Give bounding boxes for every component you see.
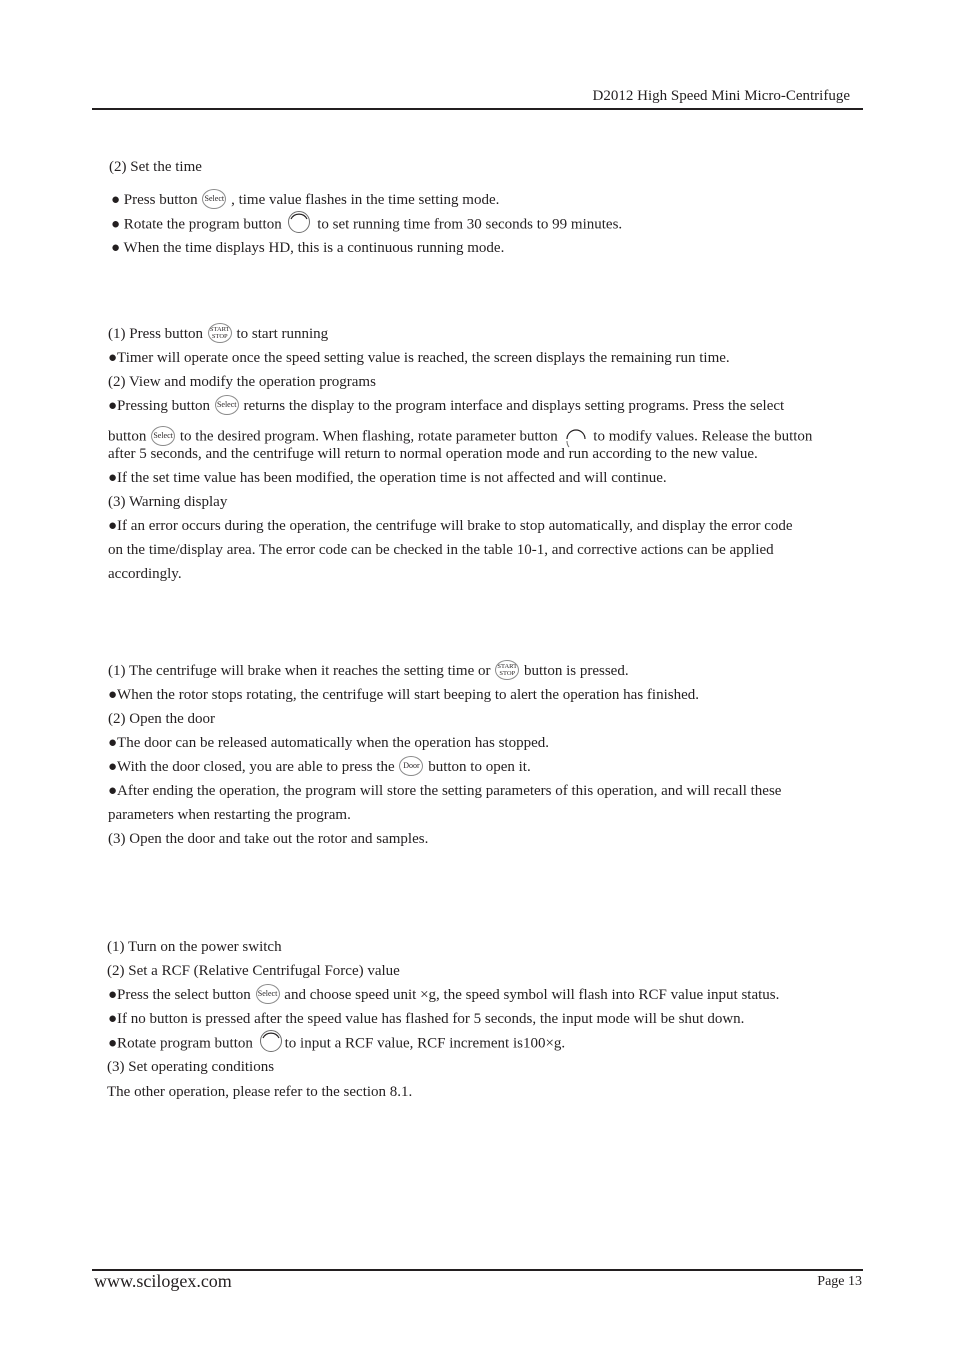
select-button-icon: Select (202, 189, 226, 209)
view-modify-heading: (2) View and modify the operation programs (108, 374, 376, 390)
input-mode-shutdown-bullet: ●If no button is pressed after the speed value has flashed for 5 seconds, the input mode will be shut down. (108, 1011, 745, 1027)
other-operation-line: The other operation, please refer to the section 8.1. (107, 1084, 413, 1100)
store-params-line-2: parameters when restarting the program. (108, 807, 351, 823)
release-button-line: after 5 seconds, and the centrifuge will return to normal operation mode and run according to the new value. (108, 446, 758, 462)
footer-website: www.scilogex.com (94, 1271, 232, 1291)
door-release-bullet: ●The door can be released automatically when the operation has stopped. (108, 735, 549, 751)
rotor-stops-bullet: ●When the rotor stops rotating, the centrifuge will start beeping to alert the operation has finished. (108, 687, 699, 703)
set-time-bullet-2: ● Rotate the program button to set running time from 30 seconds to 99 minutes. (111, 215, 622, 235)
rotary-knob-icon (286, 209, 312, 235)
set-time-modified-bullet: ●If the set time value has been modified, the operation time is not affected and will continue. (108, 470, 667, 486)
door-button-line: ●With the door closed, you are able to press the Door button to open it. (108, 758, 531, 776)
power-switch-line: (1) Turn on the power switch (107, 939, 282, 955)
warning-display-heading: (3) Warning display (108, 494, 228, 510)
timer-bullet: ●Timer will operate once the speed setting value is reached, the screen displays the remaining run time. (108, 350, 730, 366)
open-door-heading: (2) Open the door (108, 711, 216, 727)
select-button-icon: Select (256, 984, 280, 1004)
brake-line: (1) The centrifuge will brake when it reaches the setting time or START STOP button is pressed. (108, 662, 629, 680)
set-time-heading: (2) Set the time (109, 159, 202, 175)
document-header-title: D2012 High Speed Mini Micro-Centrifuge (592, 88, 850, 104)
start-stop-button-icon: START STOP (208, 323, 232, 343)
door-button-icon: Door (399, 756, 423, 776)
select-button-icon: Select (215, 395, 239, 415)
set-time-bullet-3: ● When the time displays HD, this is a continuous running mode. (111, 240, 505, 256)
press-select-rcf-line: ●Press the select button Select and choose speed unit ×g, the speed symbol will flash into RCF value input status. (108, 986, 779, 1004)
operating-conditions-heading: (3) Set operating conditions (107, 1059, 275, 1075)
set-time-bullet-1: ● Press button Select , time value flashes in the time setting mode. (111, 191, 499, 209)
page-number: Page 13 (817, 1274, 862, 1289)
start-stop-button-icon: START STOP (495, 660, 519, 680)
select-button-icon: Select (151, 426, 175, 446)
error-bullet-line-3: accordingly. (108, 566, 182, 582)
rotate-rcf-line: ●Rotate program button to input a RCF value, RCF increment is100×g. (108, 1034, 565, 1054)
start-running-line: (1) Press button START STOP to start running (108, 325, 328, 343)
rotary-knob-icon (258, 1028, 284, 1054)
store-params-line-1: ●After ending the operation, the program will store the setting parameters of this operation, and will recall these (108, 783, 782, 799)
select-program-line: button Select to the desired program. When flashing, rotate parameter button to modify values. Release the button (108, 421, 812, 453)
pressing-button-line: ●Pressing button Select returns the display to the program interface and displays setting programs. Press the select (108, 397, 784, 415)
header-rule (92, 108, 863, 110)
error-bullet-line-1: ●If an error occurs during the operation, the centrifuge will brake to stop automatically, and display the error code (108, 518, 793, 534)
set-rcf-heading: (2) Set a RCF (Relative Centrifugal Force) value (107, 963, 400, 979)
take-out-rotor-line: (3) Open the door and take out the rotor and samples. (108, 831, 429, 847)
error-bullet-line-2: on the time/display area. The error code can be checked in the table 10-1, and corrective actions can be applied (108, 542, 774, 558)
